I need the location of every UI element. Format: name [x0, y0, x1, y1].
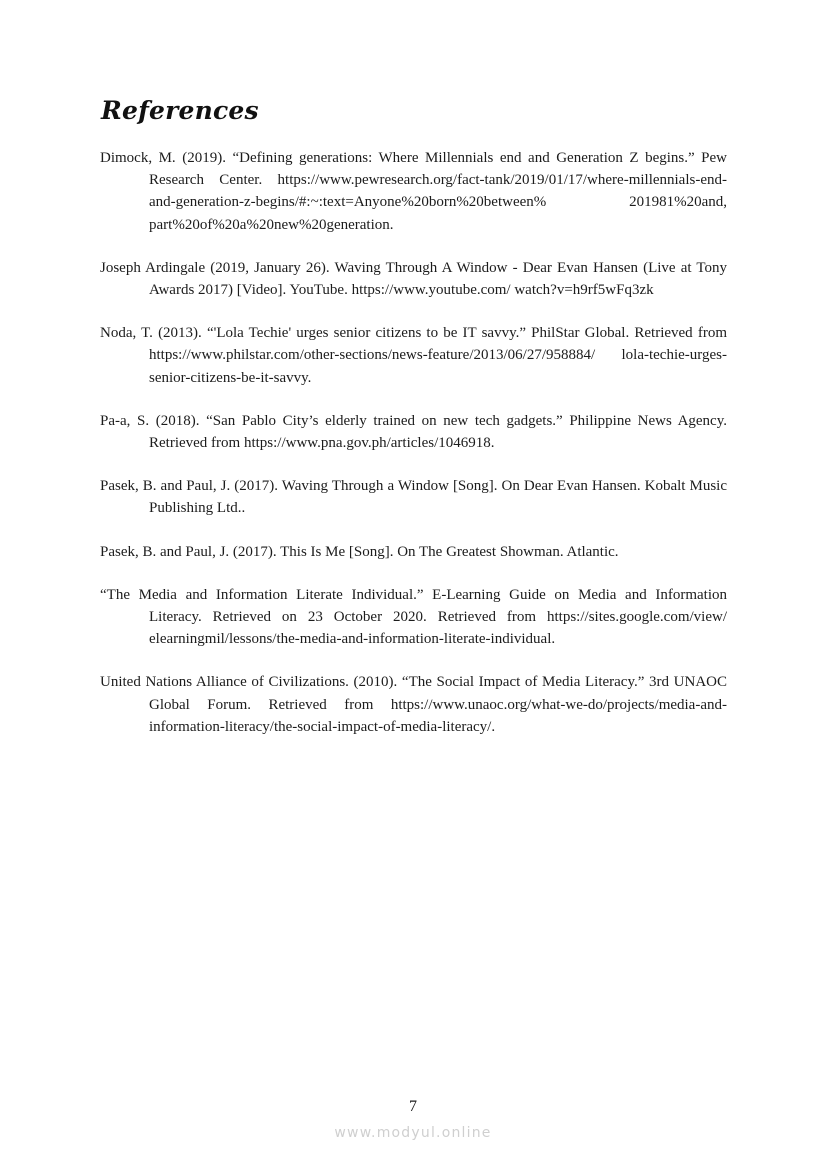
page-number: 7	[409, 1098, 417, 1115]
references-heading: References	[101, 96, 259, 125]
reference-entry: “The Media and Information Literate Individual.” E-Learning Guide on Media and Information Literacy. Retrieved on 23 October 2020. Retrieved from https://sites.google.com/view/ elearningmil/lessons/the-media-and-information-literate-individual.	[100, 586, 727, 648]
reference-entry: Pa-a, S. (2018). “San Pablo City’s elderly trained on new tech gadgets.” Philippine News Agency. Retrieved from https://www.pna.gov.ph/articles/1046918.	[100, 412, 727, 452]
reference-entry: Noda, T. (2013). “'Lola Techie' urges senior citizens to be IT savvy.” PhilStar Global. Retrieved from https://www.philstar.com/other-sections/news-feature/2013/06/27/958884/ lola-techie-urges-senior-citizens-be-it-savvy.	[100, 325, 727, 386]
document-page	[100, 96, 727, 759]
reference-entry: Pasek, B. and Paul, J. (2017). Waving Through a Window [Song]. On Dear Evan Hansen. Kobalt Music Publishing Ltd..	[100, 478, 727, 517]
watermark: www.modyul.online	[334, 1125, 492, 1141]
reference-entry: Dimock, M. (2019). “Defining generations: Where Millennials end and Generation Z begins.” Pew Research Center. https://www.pewresearch.org/fact-tank/2019/01/17/where-millennials-end-and-generation-z-begins/#:~:text=Anyone%20born%20between% 201981%20and, part%20of%20a%20new%20generation.	[100, 150, 727, 233]
reference-list	[100, 147, 727, 738]
reference-entry: Pasek, B. and Paul, J. (2017). This Is Me [Song]. On The Greatest Showman. Atlantic.	[100, 543, 619, 560]
reference-entry: Joseph Ardingale (2019, January 26). Waving Through A Window - Dear Evan Hansen (Live at Tony Awards 2017) [Video]. YouTube. https://www.youtube.com/ watch?v=h9rf5wFq3zk	[100, 259, 727, 299]
reference-entry: United Nations Alliance of Civilizations. (2010). “The Social Impact of Media Literacy.” 3rd UNAOC Global Forum. Retrieved from https://www.unaoc.org/what-we-do/projects/media-and-information-literacy/the-social-impact-of-media-literacy/.	[100, 674, 727, 735]
